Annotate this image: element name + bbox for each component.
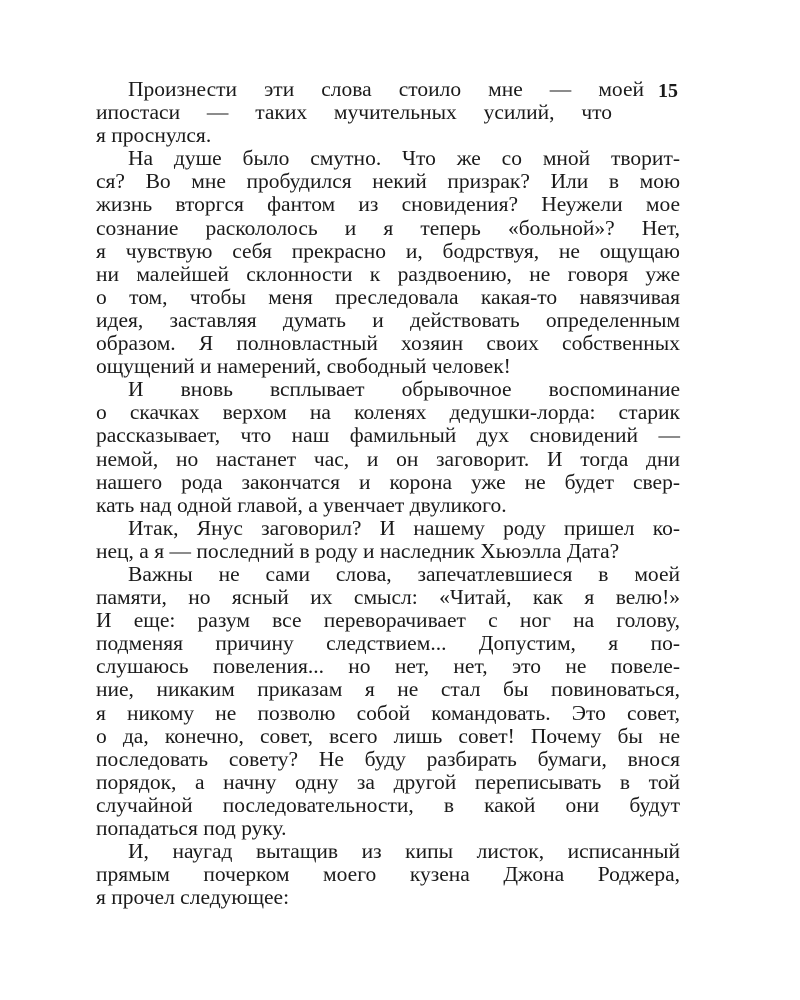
page-number: 15 xyxy=(658,80,678,102)
text-line: идея, заставляя думать и действовать определенным xyxy=(96,307,680,332)
text-line: прямым почерком моего кузена Джона Роджера, xyxy=(96,862,680,887)
text-line: И, наугад вытащив из кипы листок, исписанный xyxy=(128,839,680,864)
text-line: последовать совету? Не буду разбирать бумаги, внося xyxy=(96,746,680,771)
text-line: ся? Во мне пробудился некий призрак? Или в мою xyxy=(96,169,680,194)
text-line: подменяя причину следствием... Допустим, я по- xyxy=(96,631,680,656)
text-line: жизнь вторгся фантом из сновидения? Неужели мое xyxy=(96,192,680,217)
text-line: ипостаси — таких мучительных усилий, что xyxy=(96,100,612,125)
paragraph xyxy=(96,147,680,378)
text-line: памяти, но ясный их смысл: «Читай, как я велю!» xyxy=(96,585,680,610)
paragraph xyxy=(96,378,680,517)
text-line: ние, никаким приказам я не стал бы повиноваться, xyxy=(96,677,680,702)
paragraph xyxy=(96,840,680,909)
text-line: Итак, Янус заговорил? И нашему роду пришел ко- xyxy=(128,515,680,540)
text-line: нец, а я — последний в роду и наследник Хьюэлла Дата? xyxy=(96,538,620,563)
text-line: я прочел следующее: xyxy=(96,885,290,910)
text-line: Важны не сами слова, запечатлевшиеся в моей xyxy=(128,561,680,586)
text-line: о том, чтобы меня преследовала какая-то навязчивая xyxy=(96,284,680,309)
text-line: рассказывает, что наш фамильный дух сновидений — xyxy=(96,423,680,448)
text-line: я проснулся. xyxy=(96,123,212,148)
text-line: о скачках верхом на коленях дедушки-лорда: старик xyxy=(96,400,680,425)
text-line: случайной последовательности, в какой они будут xyxy=(96,792,680,817)
paragraph xyxy=(96,78,680,147)
text-line: нашего рода закончатся и корона уже не будет свер- xyxy=(96,469,680,494)
text-line: ни малейшей склонности к раздвоению, не говоря уже xyxy=(96,261,680,286)
text-line: образом. Я полновластный хозяин своих собственных xyxy=(96,331,680,356)
body-text xyxy=(96,78,680,909)
text-line: попадаться под руку. xyxy=(96,816,287,840)
text-line: немой, но настанет час, и он заговорит. И тогда дни xyxy=(96,446,680,471)
text-line: Произнести эти слова стоило мне — моей xyxy=(128,77,644,101)
text-line: я никому не позволю собой командовать. Это совет, xyxy=(96,700,680,725)
text-line: ощущений и намерений, свободный человек! xyxy=(96,354,511,379)
text-line: слушаюсь повеления... но нет, нет, это не повеле- xyxy=(96,654,680,679)
text-line: И еще: разум все переворачивает с ног на голову, xyxy=(96,608,680,633)
text-line: я чувствую себя прекрасно и, бодрствуя, не ощущаю xyxy=(96,238,680,263)
text-line: И вновь всплывает обрывочное воспоминание xyxy=(128,377,680,402)
paragraph xyxy=(96,517,680,563)
text-line: кать над одной главой, а увенчает двуликого. xyxy=(96,492,507,517)
paragraph xyxy=(96,563,680,840)
text-line: сознание раскололось и я теперь «больной»? Нет, xyxy=(96,215,680,240)
text-line: порядок, а начну одну за другой переписывать в той xyxy=(96,769,680,794)
text-line: о да, конечно, совет, всего лишь совет! Почему бы не xyxy=(96,723,680,748)
text-line: На душе было смутно. Что же со мной творит- xyxy=(128,146,680,171)
